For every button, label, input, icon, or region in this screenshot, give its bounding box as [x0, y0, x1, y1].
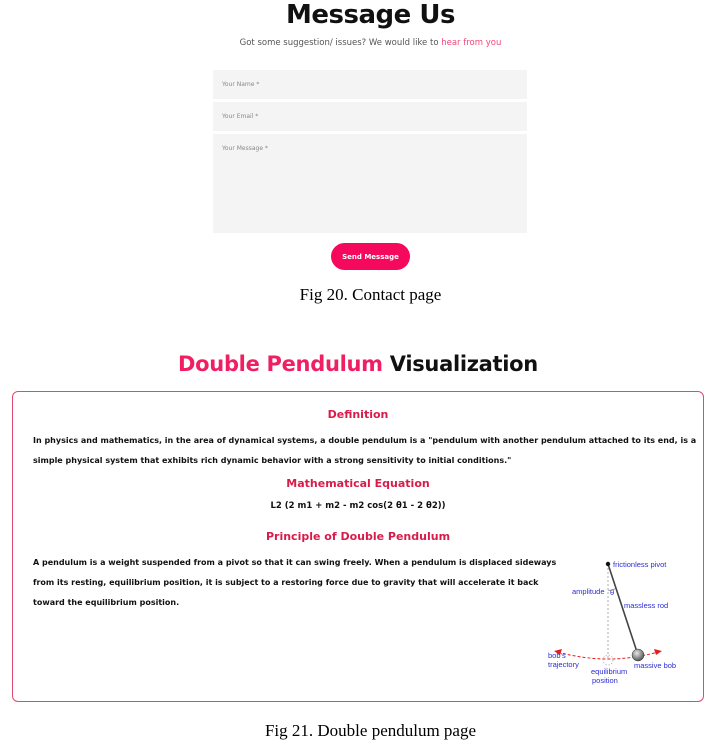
principle-line-3: toward the equilibrium position.	[33, 598, 180, 607]
name-input[interactable]: Your Name *	[213, 70, 527, 99]
fig21-caption: Fig 21. Double pendulum page	[264, 721, 477, 740]
title-highlight: Double Pendulum	[178, 352, 383, 376]
contact-subtitle	[0, 38, 721, 48]
contact-subtitle-text: Got some suggestion/ issues? We would like to	[239, 38, 439, 48]
theta-label: θ	[610, 588, 615, 597]
equation-text: L2 (2 m1 + m2 - m2 cos(2 θ1 - 2 θ2))	[270, 501, 446, 511]
fig20-caption: Fig 20. Contact page	[299, 285, 442, 304]
equilibrium-label-2: position	[592, 676, 618, 685]
email-input[interactable]: Your Email *	[213, 102, 527, 131]
message-textarea[interactable]: Your Message *	[213, 134, 527, 233]
massive-bob	[632, 649, 644, 661]
definition-line-1: In physics and mathematics, in the area of dynamical systems, a double pendulum is a "pendulum with another pendulum attached to its end, is a	[33, 436, 697, 445]
pendulum-diagram	[540, 548, 700, 688]
bob-label: massive bob	[634, 661, 677, 670]
equation-heading: Mathematical Equation	[286, 477, 430, 490]
title-rest: Visualization	[389, 352, 538, 376]
hear-from-you-link[interactable]: hear from you	[441, 38, 502, 48]
definition-line-2: simple physical system that exhibits rich dynamic behavior with a strong sensitivity to initial conditions."	[33, 456, 512, 465]
contact-title: Message Us	[286, 0, 455, 30]
trajectory-label-2: trajectory	[548, 660, 579, 669]
equilibrium-label-1: equilibrium	[591, 667, 628, 676]
pivot-dot	[606, 562, 610, 566]
principle-heading: Principle of Double Pendulum	[265, 530, 451, 543]
definition-heading: Definition	[327, 408, 389, 421]
pendulum-page-title	[0, 352, 716, 376]
send-message-button[interactable]: Send Message	[331, 243, 410, 270]
principle-line-1: A pendulum is a weight suspended from a pivot so that it can swing freely. When a pendulum is displaced sideways	[33, 558, 557, 567]
trajectory-label-1: bob's	[548, 651, 566, 660]
pivot-label: frictionless pivot	[613, 560, 667, 569]
principle-line-2: from its resting, equilibrium position, it is subject to a restoring force due to gravity that will accelerate it back	[33, 578, 539, 587]
rod-label: massless rod	[624, 601, 669, 610]
trajectory-arrow-right	[654, 649, 662, 655]
amplitude-label: amplitude	[572, 587, 605, 596]
